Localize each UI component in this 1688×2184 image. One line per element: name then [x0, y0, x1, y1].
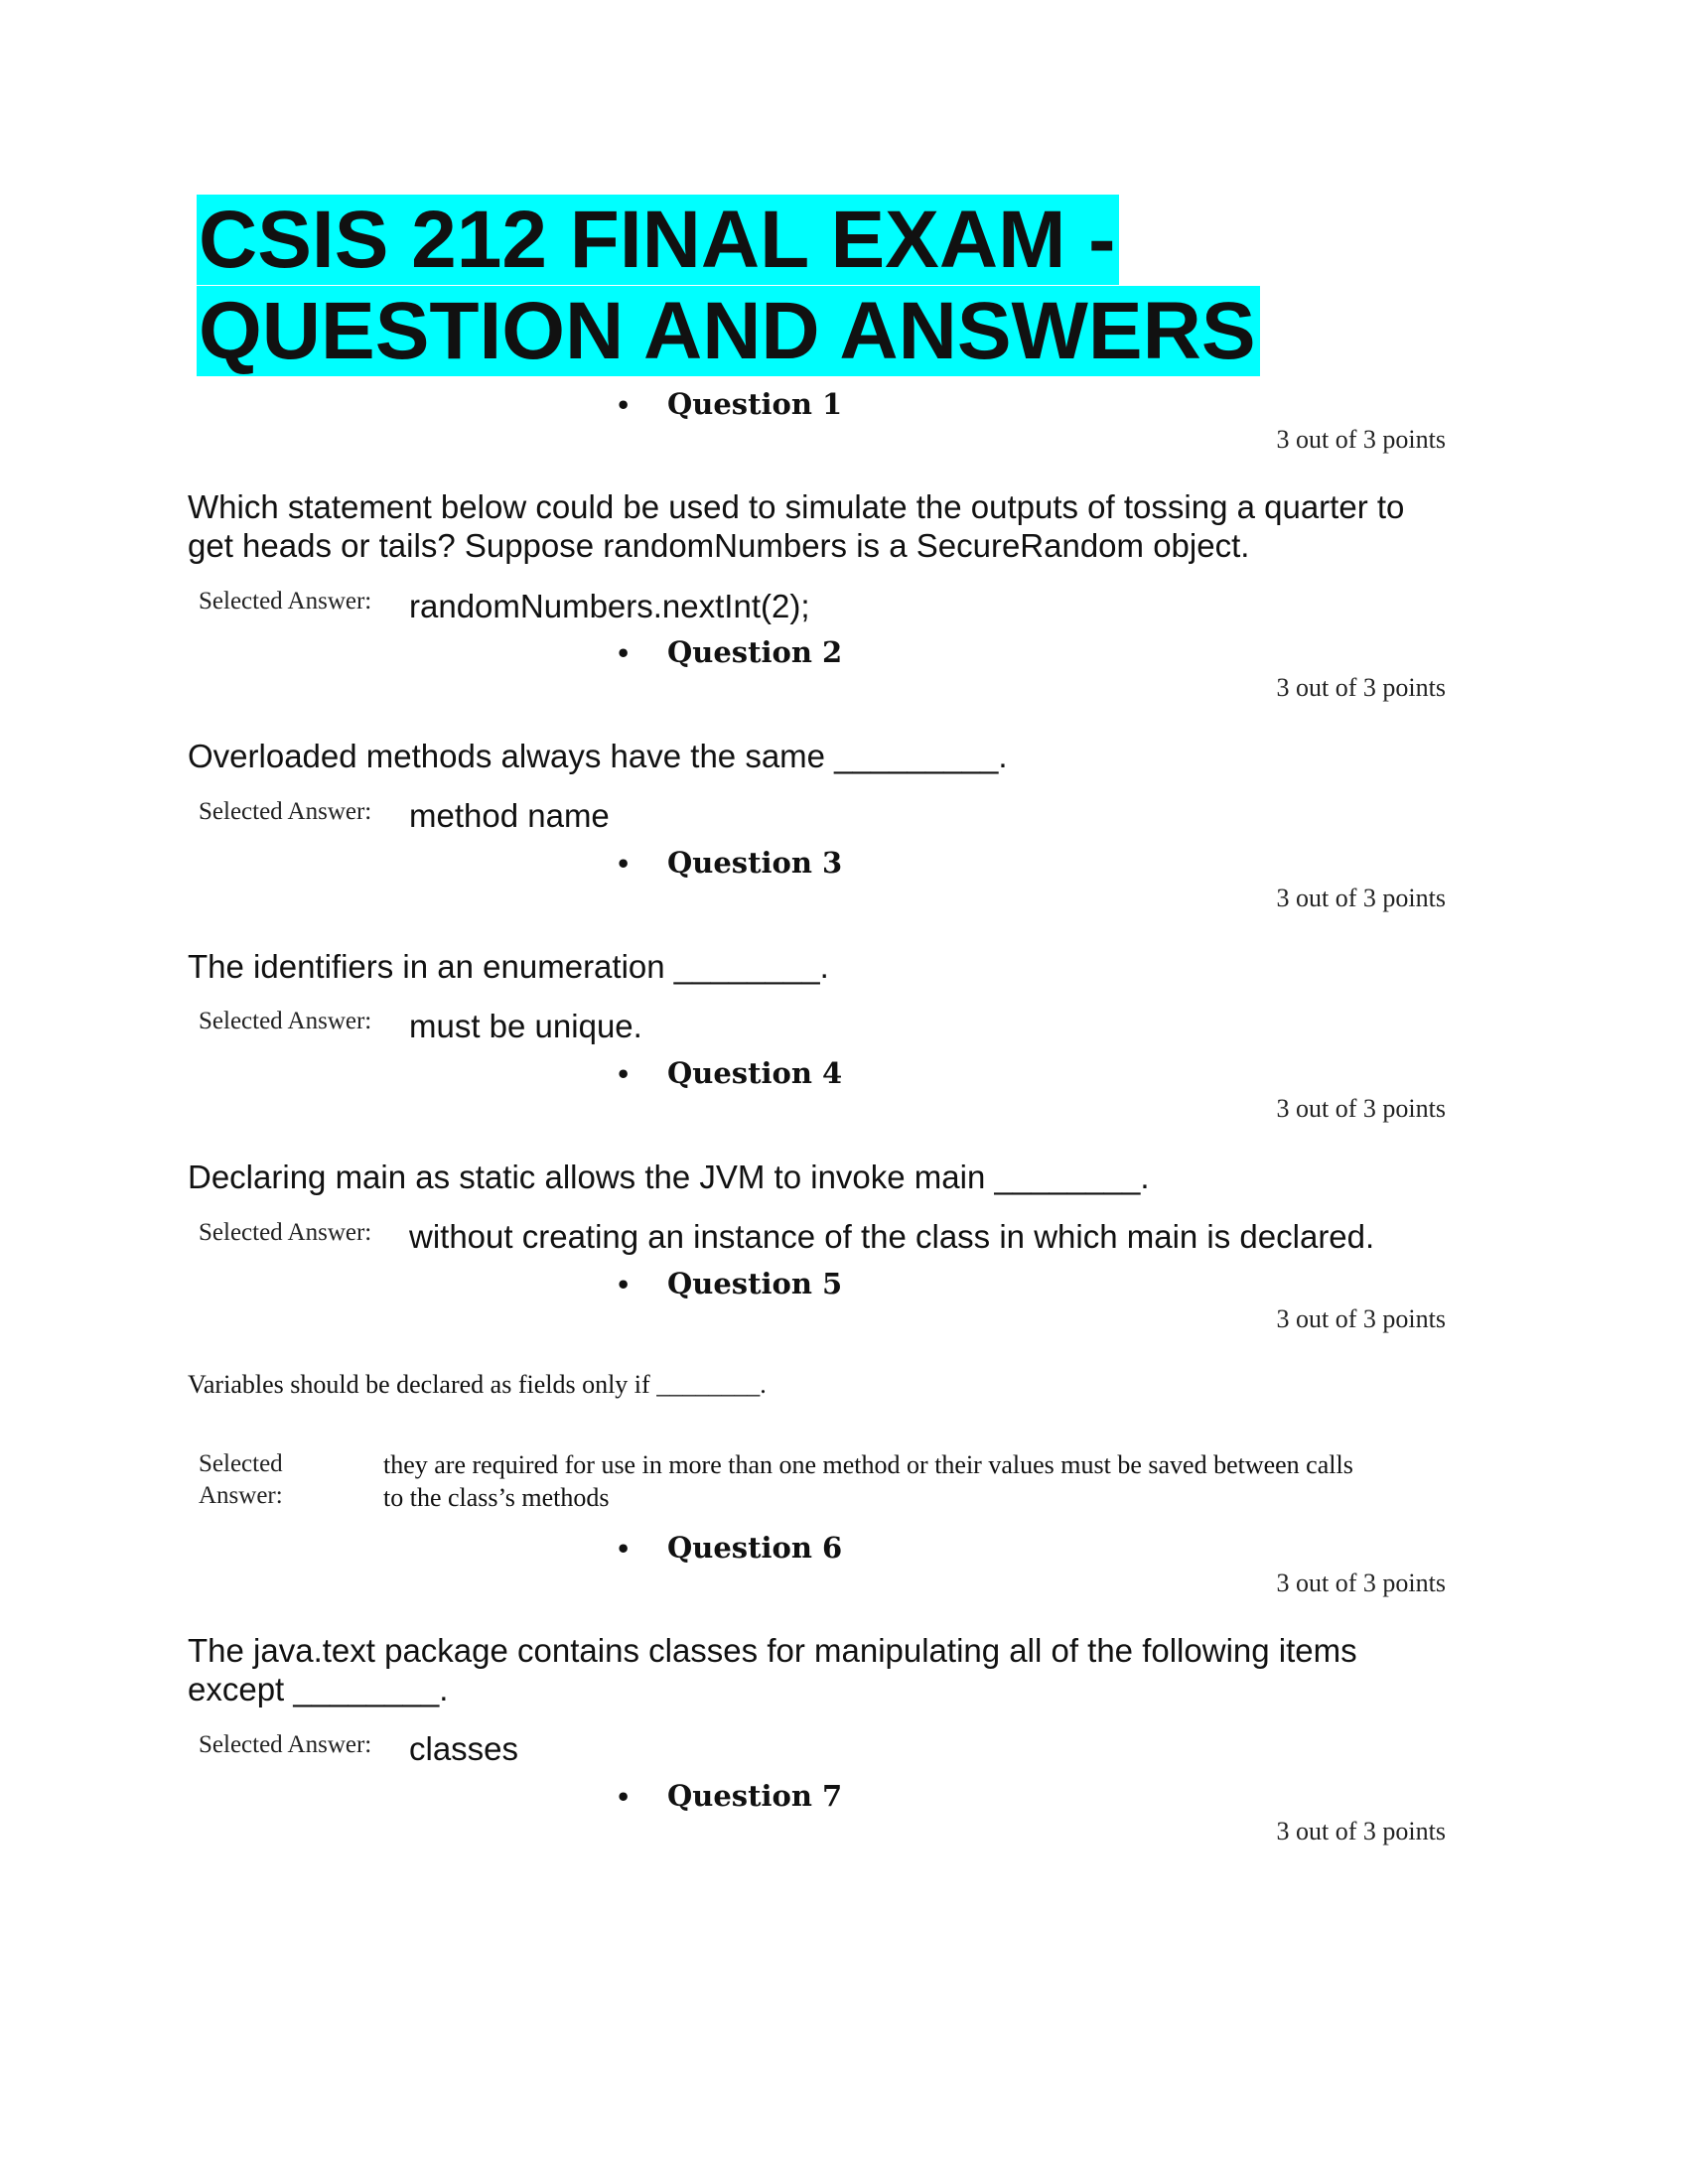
points-score: 3 out of 3 points: [1276, 1094, 1446, 1123]
selected-answer-label: Selected Answer:: [199, 798, 372, 825]
points-score: 3 out of 3 points: [1276, 884, 1446, 912]
question-text: Declaring main as static allows the JVM to invoke main ________.: [188, 1159, 1150, 1195]
question-heading: • Question 1: [616, 387, 843, 421]
page-title: [197, 195, 1260, 377]
bullet-icon: •: [616, 1271, 632, 1299]
selected-answer-label: Selected Answer:: [199, 1731, 372, 1758]
page-title-line-1: CSIS 212 FINAL EXAM -: [197, 195, 1119, 285]
question-heading: • Question 2: [616, 635, 843, 669]
points-score: 3 out of 3 points: [1276, 673, 1446, 702]
bullet-icon: •: [616, 850, 632, 879]
points-score: 3 out of 3 points: [1276, 1569, 1446, 1597]
selected-answer: randomNumbers.nextInt(2);: [409, 588, 810, 624]
question-heading: • Question 5: [616, 1267, 843, 1300]
points-score: 3 out of 3 points: [1276, 1817, 1446, 1845]
points-score: 3 out of 3 points: [1276, 425, 1446, 454]
question-heading: • Question 3: [616, 846, 843, 880]
selected-answer-label: Selected Answer:: [199, 1219, 372, 1246]
question-heading: • Question 7: [616, 1779, 843, 1813]
selected-answer: they are required for use in more than one method or their values must be saved between calls to the class’s methods: [383, 1450, 1353, 1512]
selected-answer-label: Selected Answer:: [199, 1008, 372, 1034]
bullet-icon: •: [616, 1783, 632, 1812]
bullet-icon: •: [616, 1535, 632, 1564]
question-text: Overloaded methods always have the same _________.: [188, 738, 1008, 774]
bullet-icon: •: [616, 639, 632, 668]
question-text: Variables should be declared as fields only if ________.: [188, 1370, 767, 1399]
selected-answer-label: Selected Answer:: [199, 1450, 283, 1509]
selected-answer: method name: [409, 797, 610, 834]
bullet-icon: •: [616, 1060, 632, 1089]
points-score: 3 out of 3 points: [1276, 1304, 1446, 1333]
page-title-line-2: QUESTION AND ANSWERS: [197, 286, 1260, 376]
question-text: Which statement below could be used to simulate the outputs of tossing a quarter to get heads or tails? Suppose randomNumbers is a SecureRandom object.: [188, 488, 1405, 564]
question-heading: • Question 6: [616, 1531, 843, 1565]
selected-answer: classes: [409, 1730, 519, 1767]
selected-answer-label: Selected Answer:: [199, 588, 372, 614]
question-heading: • Question 4: [616, 1056, 843, 1090]
selected-answer: without creating an instance of the class in which main is declared.: [409, 1218, 1375, 1255]
question-text: The java.text package contains classes for manipulating all of the following items except ________.: [188, 1632, 1357, 1707]
bullet-icon: •: [616, 391, 632, 420]
selected-answer: must be unique.: [409, 1008, 642, 1044]
question-text: The identifiers in an enumeration ________.: [188, 948, 829, 985]
